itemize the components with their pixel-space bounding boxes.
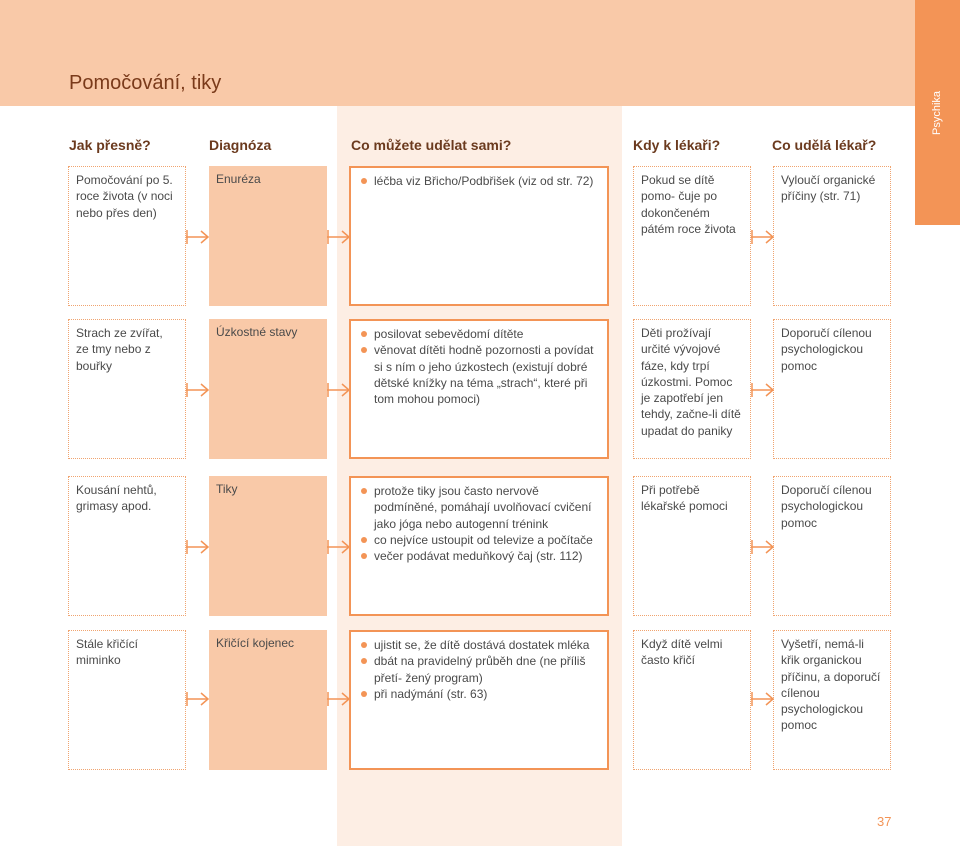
column-header-diagnosis: Diagnóza (209, 137, 272, 153)
row-1-diagnosis: Enuréza (209, 166, 327, 306)
column-header-how: Jak přesně? (69, 137, 151, 153)
row-4-diagnosis: Křičící kojenec (209, 630, 327, 770)
row-2-doctor: Doporučí cílenou psychologickou pomoc (773, 319, 891, 459)
self-help-list (358, 483, 600, 564)
arrow-right-icon (751, 230, 775, 244)
row-3-doctor: Doporučí cílenou psychologickou pomoc (773, 476, 891, 616)
arrow-right-icon (751, 383, 775, 397)
column-header-doctor-action: Co udělá lékař? (772, 137, 877, 153)
arrow-right-icon (186, 692, 210, 706)
row-3-self-help (349, 476, 609, 616)
arrow-right-icon (751, 540, 775, 554)
row-1-how: Pomočování po 5. roce života (v noci nebo přes den) (68, 166, 186, 306)
self-help-list (358, 637, 600, 702)
self-help-item: protože tiky jsou často nervově podmíněné, pomáhají uvolňovací cvičení jako jóga nebo autogenní trénink (374, 483, 600, 532)
arrow-right-icon (327, 230, 351, 244)
arrow-right-icon (751, 692, 775, 706)
row-2-self-help (349, 319, 609, 459)
row-2-when: Děti prožívají určité vývojové fáze, kdy trpí úzkostmi. Pomoc je zapotřebí jen tehdy, začne-li dítě upadat do paniky (633, 319, 751, 459)
self-help-item: posilovat sebevědomí dítěte (374, 326, 600, 342)
row-4-doctor: Vyšetří, nemá-li křik organickou příčinu, a doporučí cílenou psychologickou pomoc (773, 630, 891, 770)
arrow-right-icon (327, 692, 351, 706)
row-3-diagnosis: Tiky (209, 476, 327, 616)
arrow-right-icon (186, 383, 210, 397)
column-header-when-doctor: Kdy k lékaři? (633, 137, 721, 153)
row-4-how: Stále křičící miminko (68, 630, 186, 770)
self-help-item: večer podávat meduňkový čaj (str. 112) (374, 548, 600, 564)
arrow-right-icon (327, 540, 351, 554)
section-tab-label: Psychika (931, 90, 944, 135)
row-2-diagnosis: Úzkostné stavy (209, 319, 327, 459)
row-4-self-help (349, 630, 609, 770)
self-help-item: ujistit se, že dítě dostává dostatek mléka (374, 637, 600, 653)
row-4-when: Když dítě velmi často křičí (633, 630, 751, 770)
row-1-self-help (349, 166, 609, 306)
page-number: 37 (877, 814, 892, 829)
arrow-right-icon (186, 540, 210, 554)
arrow-right-icon (186, 230, 210, 244)
row-3-how: Kousání nehtů, grimasy apod. (68, 476, 186, 616)
self-help-list (358, 173, 600, 189)
row-3-when: Při potřebě lékařské pomoci (633, 476, 751, 616)
row-1-doctor: Vyloučí organické příčiny (str. 71) (773, 166, 891, 306)
self-help-item: věnovat dítěti hodně pozornosti a povídat si s ním o jeho úzkostech (existují dobré dětské knížky na téma „strach“, které při tom mohou pomoci) (374, 342, 600, 407)
self-help-item: dbát na pravidelný průběh dne (ne příliš přetí- žený program) (374, 653, 600, 686)
self-help-item: léčba viz Břicho/Podbřišek (viz od str. 72) (374, 173, 600, 189)
arrow-right-icon (327, 383, 351, 397)
page-title: Pomočování, tiky (69, 72, 222, 94)
self-help-list (358, 326, 600, 407)
self-help-item: co nejvíce ustoupit od televize a počítače (374, 532, 600, 548)
row-2-how: Strach ze zvířat, ze tmy nebo z bouřky (68, 319, 186, 459)
row-1-when: Pokud se dítě pomo- čuje po dokončeném pátém roce života (633, 166, 751, 306)
column-header-self-help: Co můžete udělat sami? (351, 137, 512, 153)
self-help-item: při nadýmání (str. 63) (374, 686, 600, 702)
